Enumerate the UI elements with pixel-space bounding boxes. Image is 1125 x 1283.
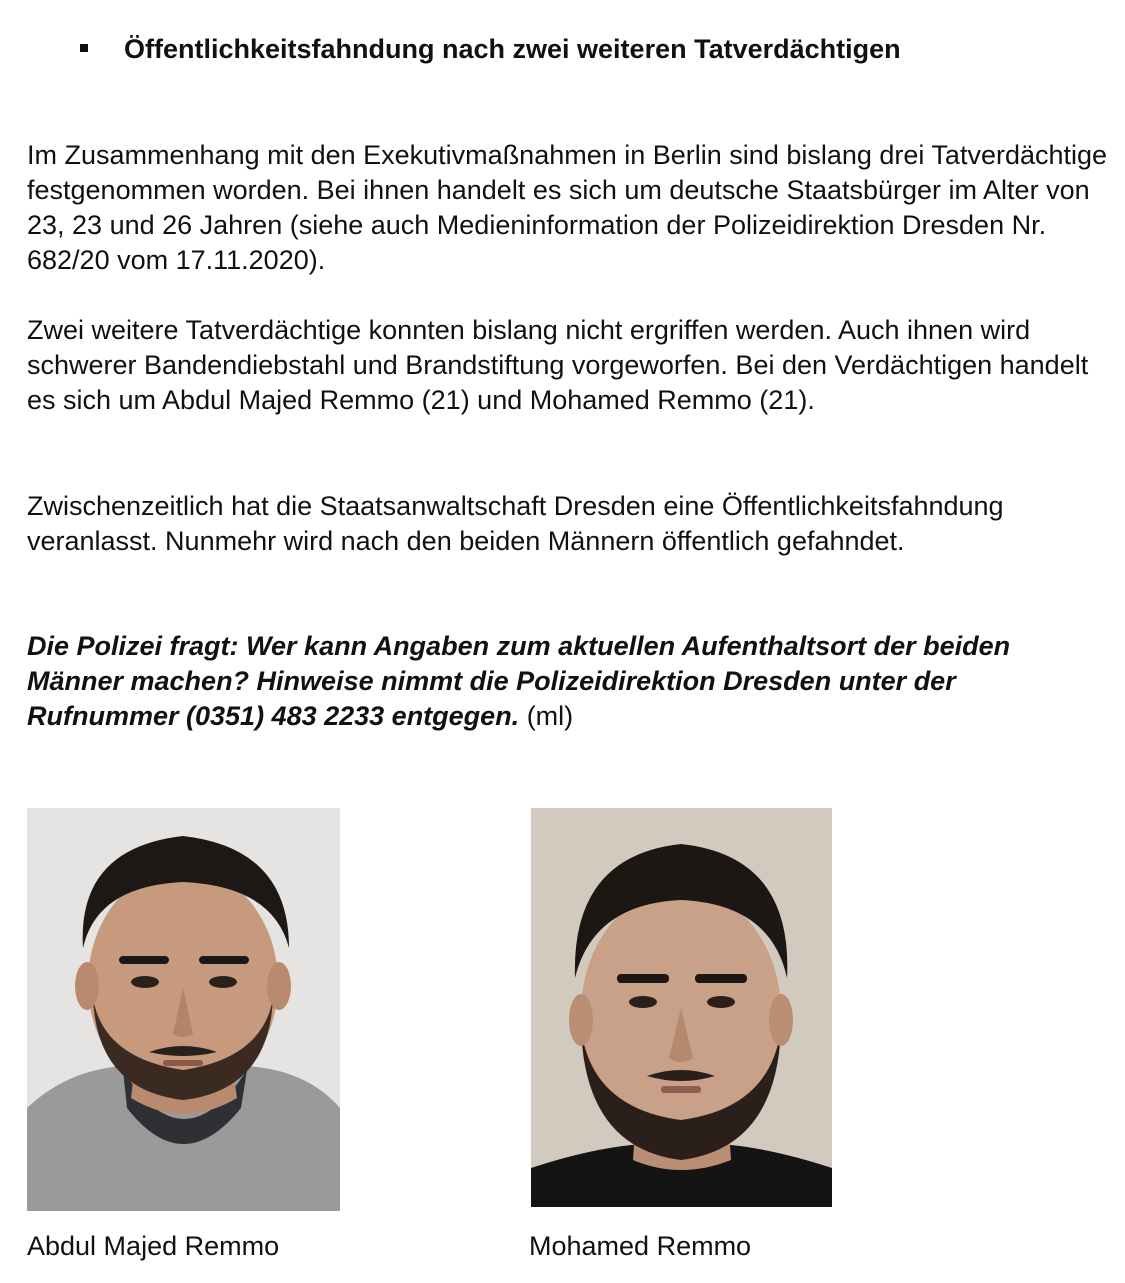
photo-caption-mohamed: Mohamed Remmo [529, 1231, 752, 1261]
photo-caption-abdul: Abdul Majed Remmo [27, 1231, 280, 1261]
paragraph-manhunt: Zwischenzeitlich hat die Staatsanwaltschaft Dresden eine Öffentlichkeitsfahndung veranlasst. Nunmehr wird nach den beiden Männern öffentlich gefahndet. [27, 491, 1004, 556]
heading-title: Öffentlichkeitsfahndung nach zwei weiteren Tatverdächtigen [124, 34, 901, 64]
suspect-photo-abdul [27, 808, 340, 1211]
bullet-icon [80, 44, 88, 52]
paragraph-arrests: Im Zusammenhang mit den Exekutivmaßnahmen in Berlin sind bislang drei Tatverdächtige festgenommen worden. Bei ihnen handelt es sich um deutsche Staatsbürger im Alter von 23, 23 und 26 Jahren (siehe auch Medieninformation der Polizeidirektion Dresden Nr. 682/20 vom 17.11.2020). [27, 140, 1108, 275]
document-heading [80, 30, 1080, 68]
author-initials: (ml) [519, 701, 574, 731]
paragraph-police-appeal [27, 629, 1112, 734]
suspect-photo-mohamed [531, 808, 832, 1207]
paragraph-suspects: Zwei weitere Tatverdächtige konnten bislang nicht ergriffen werden. Auch ihnen wird schwerer Bandendiebstahl und Brandstiftung vorgeworfen. Bei den Verdächtigen handelt es sich um Abdul Majed Remmo (21) und Mohamed Remmo (21). [27, 315, 1089, 415]
police-appeal-text: Die Polizei fragt: Wer kann Angaben zum aktuellen Aufenthaltsort der beiden Männer machen? Hinweise nimmt die Polizeidirektion Dresden unter der Rufnummer (0351) 483 2233 entgegen. [27, 631, 1011, 731]
